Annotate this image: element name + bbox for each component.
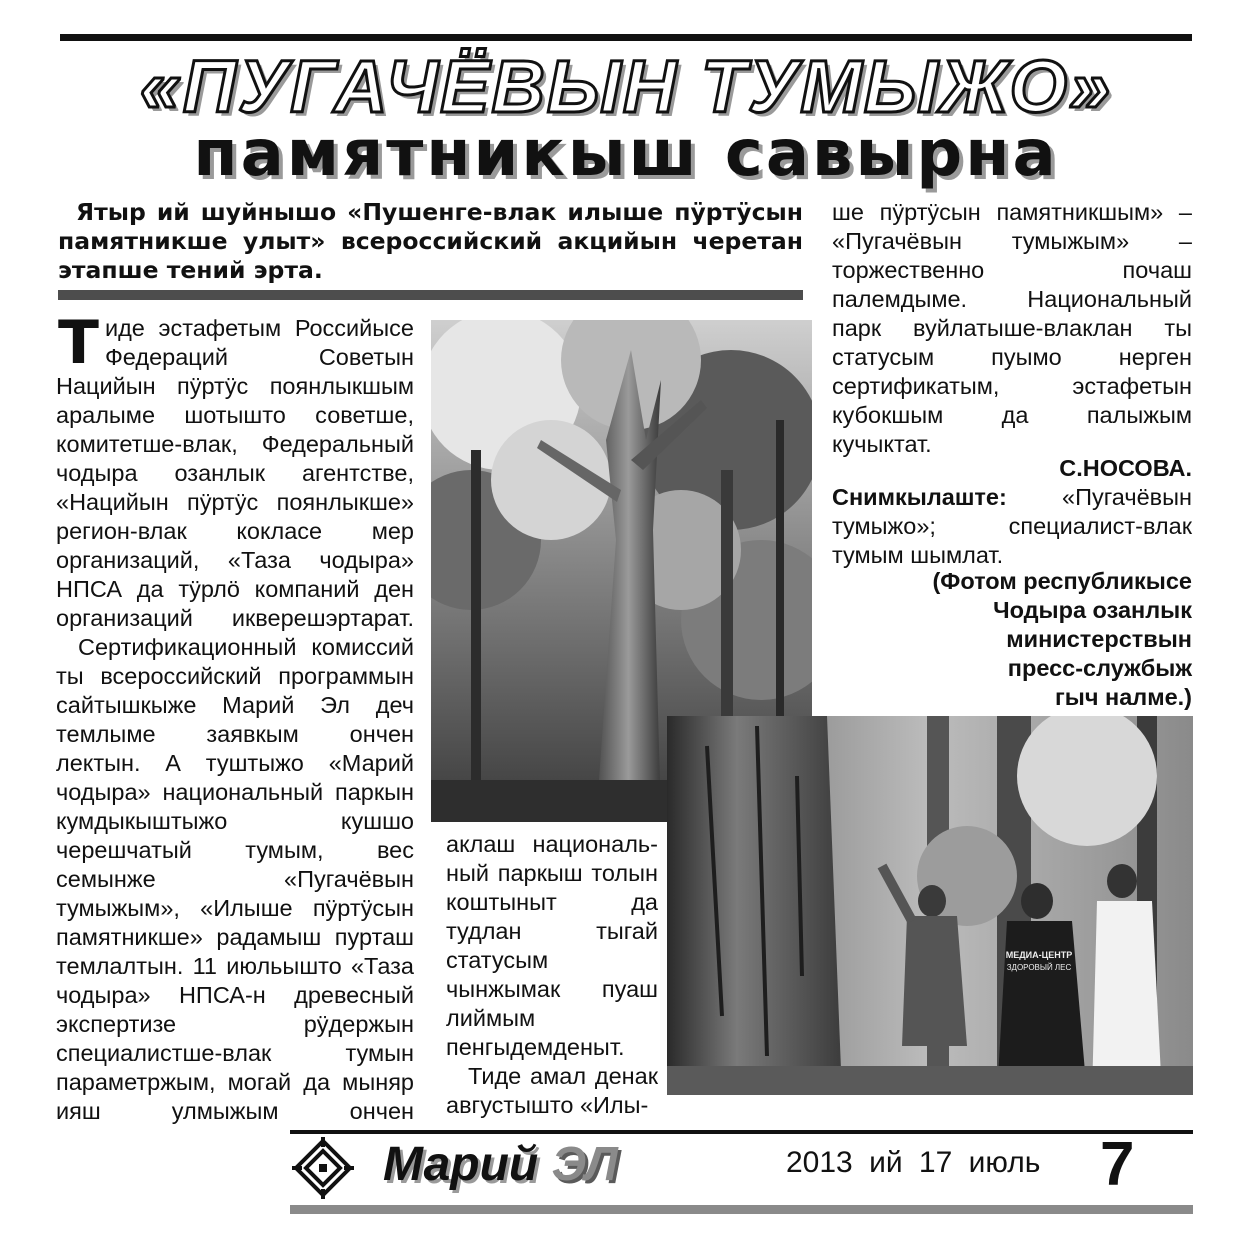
photo-credit-line: (Фотом республикысе <box>932 568 1192 594</box>
newspaper-name-part-1: Марий <box>383 1138 539 1191</box>
caption-label: Снимкылаште: <box>832 484 1007 510</box>
newspaper-name-part-2: ЭЛ <box>551 1138 618 1191</box>
author-byline: С.НОСОВА. <box>1059 455 1192 481</box>
photo-credit-line: гыч налме.) <box>1054 684 1192 710</box>
svg-text:МЕДИА-ЦЕНТР: МЕДИА-ЦЕНТР <box>1005 950 1073 960</box>
headline-line-1: «ПУГАЧЁВЫН ТУМЫЖО» <box>139 45 1113 128</box>
footer-bottom-rule <box>290 1205 1193 1214</box>
article-column-1 <box>56 308 414 1126</box>
lead-rule <box>58 290 803 300</box>
mari-ornament-icon <box>292 1137 354 1199</box>
photo-credit-line: министерствын <box>1006 626 1192 652</box>
article-column-3 <box>832 198 1192 459</box>
newspaper-name <box>383 1132 618 1198</box>
page-number: 7 <box>1100 1130 1135 1199</box>
col3-paragraph-1: ше пӱртӱсын памятникшым» – «Пугачёвын тумыжым» – торжественно почаш палемдыме. Национальный парк вуйлатыше-влаклан ты статусым пуымо нерген сертификатым, эстафетын кубокшым да палыжым кучыктат. <box>832 199 1192 457</box>
specialists-examining-tree-photo <box>667 716 1193 1095</box>
col2-paragraph-2: Тиде амал денак августышто «Илы- <box>446 1063 658 1118</box>
caption-text: «Пугачёвын тумыжо»; специалист-влак тумым шымлат. <box>832 484 1192 568</box>
photo-credit-line: Чодыра озанлык <box>993 597 1192 623</box>
photo-credit-line: пресс-службыж <box>1007 655 1192 681</box>
article-column-2 <box>446 830 658 1120</box>
photo-credit <box>832 567 1192 712</box>
photo-caption <box>832 483 1192 570</box>
col1-paragraph-2: Сертификационный комиссий ты всероссийский программын сайтышкыже Марий Эл деч темлыме заявкым ончен лектын. А туштыжо «Марий чодыра» национальный паркын кумдыкыштыжо кушшо черешчатый тумым, вес семынже «Пугачёвын тумыжым», «Илыше пӱртӱсын памятникше» радамыш пурташ темлалтын. 11 июльышто «Таза чодыра» НПСА-н древесный экспертизе рӱдержын специалистше-влак тумын параметржым, могай да мыняр ияш улмыжым ончен <box>56 634 414 1124</box>
headline-line-2: памятникыш савырна <box>193 117 1059 191</box>
col2-paragraph-1: аклаш националь-ный паркыш толын коштыныт да тудлан тыгай статусым чынжымак пуаш лиймым пенгыдемденыт. <box>446 831 658 1060</box>
lead-paragraph: Ятыр ий шуйнышо «Пушенге-влак илыше пӱртӱсын памятникше улыт» всероссийский акцийын черетан этапше тений эрта. <box>58 198 803 284</box>
drop-cap: Т <box>58 308 99 378</box>
issue-date: 2013 ий 17 июль <box>786 1146 1041 1179</box>
svg-text:ЗДОРОВЫЙ ЛЕС: ЗДОРОВЫЙ ЛЕС <box>1006 963 1072 972</box>
top-rule <box>60 34 1192 41</box>
col1-paragraph-1: иде эстафетым Российысе Федераций Советын Нацийын пӱртӱс поянлыкшым аралыме шотышто советше, комитетше-влак, Федеральный чодыра озанлык агентстве, «Нацийын пӱртӱс поянлыкше» регион-влак кокласе мер организаций, «Таза чодыра» НПСА да тӱрлӧ компаний ден организаций икверешэртарат. <box>56 315 414 631</box>
